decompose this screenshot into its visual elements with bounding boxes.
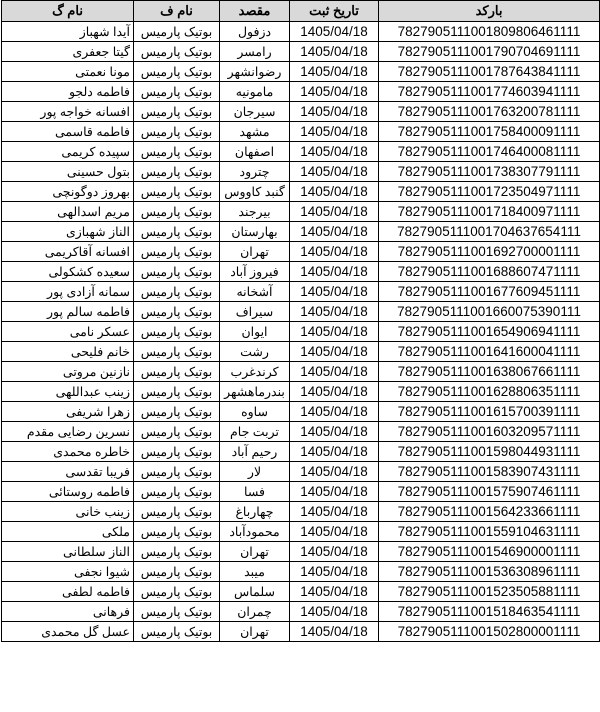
cell-barcode: 7827905111001746400081111 — [379, 142, 600, 162]
table-row — [2, 422, 600, 442]
cell-first-name: بوتیک پارمیس — [134, 82, 220, 102]
cell-reg-date: 1405/04/18 — [290, 562, 379, 582]
cell-barcode: 7827905111001575907461111 — [379, 482, 600, 502]
table-row — [2, 522, 600, 542]
cell-destination: بندرماهشهر — [220, 382, 290, 402]
cell-last-name: زینب عبداللهی — [2, 382, 134, 402]
cell-reg-date: 1405/04/18 — [290, 242, 379, 262]
table-row — [2, 82, 600, 102]
cell-reg-date: 1405/04/18 — [290, 542, 379, 562]
cell-last-name: فاطمه سالم پور — [2, 302, 134, 322]
table-row — [2, 602, 600, 622]
cell-first-name: بوتیک پارمیس — [134, 42, 220, 62]
cell-last-name: فاطمه قاسمی — [2, 122, 134, 142]
cell-reg-date: 1405/04/18 — [290, 362, 379, 382]
cell-destination: آشخانه — [220, 282, 290, 302]
cell-destination: مامونیه — [220, 82, 290, 102]
cell-destination: تهران — [220, 242, 290, 262]
cell-barcode: 7827905111001598044931111 — [379, 442, 600, 462]
table-row — [2, 502, 600, 522]
cell-first-name: بوتیک پارمیس — [134, 382, 220, 402]
cell-destination: کرندغرب — [220, 362, 290, 382]
cell-reg-date: 1405/04/18 — [290, 582, 379, 602]
cell-first-name: بوتیک پارمیس — [134, 202, 220, 222]
cell-first-name: بوتیک پارمیس — [134, 462, 220, 482]
cell-barcode: 7827905111001704637654111 — [379, 222, 600, 242]
table-row — [2, 102, 600, 122]
cell-last-name: مریم اسدالهی — [2, 202, 134, 222]
cell-destination: لار — [220, 462, 290, 482]
cell-reg-date: 1405/04/18 — [290, 322, 379, 342]
table-row — [2, 182, 600, 202]
cell-last-name: فریبا تقدسی — [2, 462, 134, 482]
cell-destination: ساوه — [220, 402, 290, 422]
cell-barcode: 7827905111001677609451111 — [379, 282, 600, 302]
cell-destination: بیرجند — [220, 202, 290, 222]
table-row — [2, 122, 600, 142]
cell-barcode: 7827905111001738307791111 — [379, 162, 600, 182]
table-row — [2, 442, 600, 462]
cell-first-name: بوتیک پارمیس — [134, 322, 220, 342]
table-row — [2, 622, 600, 642]
cell-reg-date: 1405/04/18 — [290, 202, 379, 222]
cell-first-name: بوتیک پارمیس — [134, 162, 220, 182]
table-row — [2, 22, 600, 42]
cell-destination: فیروز آباد — [220, 262, 290, 282]
table-row — [2, 482, 600, 502]
cell-first-name: بوتیک پارمیس — [134, 622, 220, 642]
cell-barcode: 7827905111001638067661111 — [379, 362, 600, 382]
cell-destination: تهران — [220, 542, 290, 562]
cell-last-name: زینب خانی — [2, 502, 134, 522]
cell-reg-date: 1405/04/18 — [290, 622, 379, 642]
cell-first-name: بوتیک پارمیس — [134, 542, 220, 562]
cell-reg-date: 1405/04/18 — [290, 142, 379, 162]
cell-last-name: افسانه خواجه پور — [2, 102, 134, 122]
table-row — [2, 302, 600, 322]
cell-first-name: بوتیک پارمیس — [134, 262, 220, 282]
cell-barcode: 7827905111001603209571111 — [379, 422, 600, 442]
column-header-destination: مقصد — [220, 1, 290, 22]
cell-reg-date: 1405/04/18 — [290, 82, 379, 102]
cell-last-name: فرهانی — [2, 602, 134, 622]
cell-last-name: سمانه آزادی پور — [2, 282, 134, 302]
cell-last-name: نازنین مروتی — [2, 362, 134, 382]
column-header-first-name: نام ف — [134, 1, 220, 22]
cell-last-name: خانم فلیحی — [2, 342, 134, 362]
table-row — [2, 262, 600, 282]
table-row — [2, 42, 600, 62]
cell-reg-date: 1405/04/18 — [290, 42, 379, 62]
cell-destination: تربت جام — [220, 422, 290, 442]
cell-destination: رامسر — [220, 42, 290, 62]
cell-first-name: بوتیک پارمیس — [134, 482, 220, 502]
cell-reg-date: 1405/04/18 — [290, 502, 379, 522]
table-row — [2, 142, 600, 162]
cell-first-name: بوتیک پارمیس — [134, 282, 220, 302]
cell-barcode: 7827905111001723504971111 — [379, 182, 600, 202]
table-row — [2, 62, 600, 82]
cell-last-name: فاطمه لطفی — [2, 582, 134, 602]
cell-destination: دزفول — [220, 22, 290, 42]
cell-destination: تهران — [220, 622, 290, 642]
table-row — [2, 582, 600, 602]
cell-barcode: 7827905111001536308961111 — [379, 562, 600, 582]
table-body — [2, 22, 600, 642]
cell-last-name: الناز شهبازی — [2, 222, 134, 242]
cell-last-name: خاطره محمدی — [2, 442, 134, 462]
cell-reg-date: 1405/04/18 — [290, 602, 379, 622]
cell-destination: فسا — [220, 482, 290, 502]
cell-barcode: 7827905111001763200781111 — [379, 102, 600, 122]
cell-destination: ایوان — [220, 322, 290, 342]
cell-reg-date: 1405/04/18 — [290, 122, 379, 142]
table-row — [2, 542, 600, 562]
cell-first-name: بوتیک پارمیس — [134, 182, 220, 202]
cell-first-name: بوتیک پارمیس — [134, 22, 220, 42]
table-row — [2, 282, 600, 302]
table-row — [2, 462, 600, 482]
cell-barcode: 7827905111001559104631111 — [379, 522, 600, 542]
cell-first-name: بوتیک پارمیس — [134, 302, 220, 322]
cell-reg-date: 1405/04/18 — [290, 62, 379, 82]
cell-barcode: 7827905111001787643841111 — [379, 62, 600, 82]
cell-barcode: 7827905111001641600041111 — [379, 342, 600, 362]
cell-last-name: الناز سلطانی — [2, 542, 134, 562]
column-header-last-name: نام گ — [2, 1, 134, 22]
cell-first-name: بوتیک پارمیس — [134, 62, 220, 82]
cell-destination: اصفهان — [220, 142, 290, 162]
cell-first-name: بوتیک پارمیس — [134, 222, 220, 242]
cell-first-name: بوتیک پارمیس — [134, 522, 220, 542]
cell-destination: گنبد کاووس — [220, 182, 290, 202]
cell-last-name: شیوا نجفی — [2, 562, 134, 582]
cell-first-name: بوتیک پارمیس — [134, 122, 220, 142]
cell-last-name: بتول حسینی — [2, 162, 134, 182]
header-row — [2, 1, 600, 22]
cell-barcode: 7827905111001718400971111 — [379, 202, 600, 222]
cell-barcode: 7827905111001546900001111 — [379, 542, 600, 562]
cell-destination: چترود — [220, 162, 290, 182]
cell-destination: چمران — [220, 602, 290, 622]
cell-barcode: 7827905111001628806351111 — [379, 382, 600, 402]
cell-destination: سلماس — [220, 582, 290, 602]
cell-reg-date: 1405/04/18 — [290, 22, 379, 42]
cell-destination: محمودآباد — [220, 522, 290, 542]
cell-first-name: بوتیک پارمیس — [134, 242, 220, 262]
cell-reg-date: 1405/04/18 — [290, 302, 379, 322]
cell-last-name: فاطمه دلجو — [2, 82, 134, 102]
cell-reg-date: 1405/04/18 — [290, 222, 379, 242]
cell-destination: مشهد — [220, 122, 290, 142]
cell-reg-date: 1405/04/18 — [290, 402, 379, 422]
cell-last-name: ملکی — [2, 522, 134, 542]
cell-last-name: زهرا شریفی — [2, 402, 134, 422]
cell-barcode: 7827905111001615700391111 — [379, 402, 600, 422]
cell-destination: سیرجان — [220, 102, 290, 122]
cell-barcode: 7827905111001660075390111 — [379, 302, 600, 322]
cell-first-name: بوتیک پارمیس — [134, 602, 220, 622]
cell-reg-date: 1405/04/18 — [290, 462, 379, 482]
cell-last-name: عسل گل محمدی — [2, 622, 134, 642]
cell-last-name: آیدا شهباز — [2, 22, 134, 42]
cell-reg-date: 1405/04/18 — [290, 522, 379, 542]
cell-destination: رشت — [220, 342, 290, 362]
table-row — [2, 362, 600, 382]
cell-destination: سیراف — [220, 302, 290, 322]
cell-first-name: بوتیک پارمیس — [134, 422, 220, 442]
cell-first-name: بوتیک پارمیس — [134, 502, 220, 522]
cell-barcode: 7827905111001688607471111 — [379, 262, 600, 282]
table-row — [2, 342, 600, 362]
cell-destination: رضوانشهر — [220, 62, 290, 82]
cell-destination: بهارستان — [220, 222, 290, 242]
cell-barcode: 7827905111001518463541111 — [379, 602, 600, 622]
cell-reg-date: 1405/04/18 — [290, 162, 379, 182]
cell-first-name: بوتیک پارمیس — [134, 582, 220, 602]
cell-last-name: نسرین رضایی مقدم — [2, 422, 134, 442]
cell-reg-date: 1405/04/18 — [290, 182, 379, 202]
cell-barcode: 7827905111001502800001111 — [379, 622, 600, 642]
cell-reg-date: 1405/04/18 — [290, 342, 379, 362]
cell-last-name: افسانه آقاکریمی — [2, 242, 134, 262]
cell-first-name: بوتیک پارمیس — [134, 362, 220, 382]
table-row — [2, 242, 600, 262]
cell-first-name: بوتیک پارمیس — [134, 562, 220, 582]
cell-barcode: 7827905111001758400091111 — [379, 122, 600, 142]
cell-destination: میبد — [220, 562, 290, 582]
table-row — [2, 382, 600, 402]
column-header-reg-date: تاریخ ثبت — [290, 1, 379, 22]
cell-reg-date: 1405/04/18 — [290, 262, 379, 282]
cell-first-name: بوتیک پارمیس — [134, 342, 220, 362]
cell-reg-date: 1405/04/18 — [290, 422, 379, 442]
cell-barcode: 7827905111001809806461111 — [379, 22, 600, 42]
cell-last-name: مونا نعمتی — [2, 62, 134, 82]
cell-barcode: 7827905111001564233661111 — [379, 502, 600, 522]
cell-first-name: بوتیک پارمیس — [134, 402, 220, 422]
table-row — [2, 562, 600, 582]
cell-destination: چهارباغ — [220, 502, 290, 522]
cell-last-name: سعیده کشکولی — [2, 262, 134, 282]
cell-barcode: 7827905111001692700001111 — [379, 242, 600, 262]
cell-last-name: عسکر نامی — [2, 322, 134, 342]
column-header-barcode: بارکد — [379, 1, 600, 22]
table-row — [2, 402, 600, 422]
table-row — [2, 222, 600, 242]
table-row — [2, 322, 600, 342]
table-row — [2, 202, 600, 222]
cell-reg-date: 1405/04/18 — [290, 102, 379, 122]
cell-barcode: 7827905111001523505881111 — [379, 582, 600, 602]
cell-barcode: 7827905111001790704691111 — [379, 42, 600, 62]
cell-reg-date: 1405/04/18 — [290, 382, 379, 402]
cell-first-name: بوتیک پارمیس — [134, 142, 220, 162]
cell-last-name: بهروز دوگونچی — [2, 182, 134, 202]
cell-destination: رحیم آباد — [220, 442, 290, 462]
cell-reg-date: 1405/04/18 — [290, 282, 379, 302]
table-row — [2, 162, 600, 182]
cell-first-name: بوتیک پارمیس — [134, 442, 220, 462]
cell-barcode: 7827905111001583907431111 — [379, 462, 600, 482]
cell-last-name: سپیده کریمی — [2, 142, 134, 162]
cell-reg-date: 1405/04/18 — [290, 442, 379, 462]
cell-reg-date: 1405/04/18 — [290, 482, 379, 502]
shipments-table — [1, 0, 600, 642]
cell-barcode: 7827905111001774603941111 — [379, 82, 600, 102]
cell-first-name: بوتیک پارمیس — [134, 102, 220, 122]
cell-last-name: گیتا جعفری — [2, 42, 134, 62]
cell-last-name: فاطمه روستائی — [2, 482, 134, 502]
cell-barcode: 7827905111001654906941111 — [379, 322, 600, 342]
